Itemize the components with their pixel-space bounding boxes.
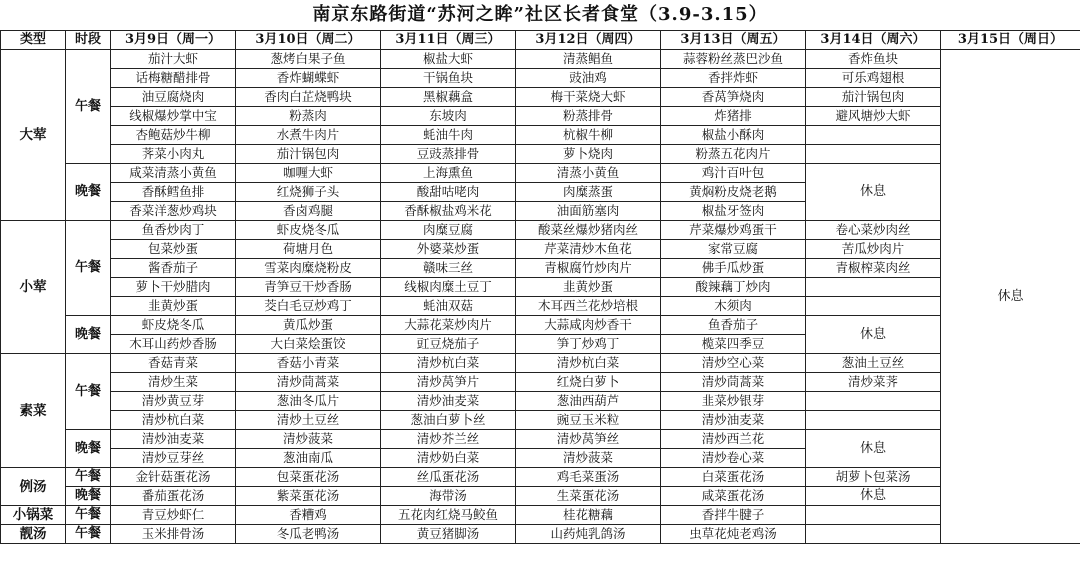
table-row [1, 164, 1080, 183]
dish-cell: 山药炖乳鸽汤 [516, 525, 661, 544]
header-type: 类型 [1, 31, 66, 50]
saturday-rest: 休息 [806, 487, 941, 506]
dish-cell: 香肉白芷烧鸭块 [236, 88, 381, 107]
dish-cell [806, 126, 941, 145]
dish-cell [806, 278, 941, 297]
dish-cell: 清炒西兰花 [661, 430, 806, 449]
dish-cell: 红烧白萝卜 [516, 373, 661, 392]
dish-cell: 清炒油麦菜 [661, 411, 806, 430]
category-liangtang: 靓汤 [1, 525, 66, 544]
table-row [1, 259, 1080, 278]
category-xiaohun: 小荤 [1, 221, 66, 354]
dish-cell: 茄汁锅包肉 [236, 145, 381, 164]
dish-cell: 酸甜咕咾肉 [381, 183, 516, 202]
dish-cell: 萝卜干炒腊肉 [111, 278, 236, 297]
empty-cell [806, 506, 941, 525]
dish-cell: 青椒榨菜肉丝 [806, 259, 941, 278]
dish-cell: 避风塘炒大虾 [806, 107, 941, 126]
dish-cell: 赣味三丝 [381, 259, 516, 278]
dish-cell: 肉糜豆腐 [381, 221, 516, 240]
dish-cell: 清炒莴笋丝 [516, 430, 661, 449]
page-title: 南京东路街道“苏河之眸”社区长者食堂（3.9-3.15） [312, 4, 768, 25]
dish-cell: 粉蒸排骨 [516, 107, 661, 126]
dish-cell: 包菜炒蛋 [111, 240, 236, 259]
dish-cell: 炸猪排 [661, 107, 806, 126]
dish-cell [806, 411, 941, 430]
dish-cell: 酱香茄子 [111, 259, 236, 278]
dish-cell: 椒盐牙签肉 [661, 202, 806, 221]
dish-cell: 清炒杭白菜 [111, 411, 236, 430]
dish-cell: 苦瓜炒肉片 [806, 240, 941, 259]
dish-cell [806, 145, 941, 164]
dish-cell: 韭菜炒银芽 [661, 392, 806, 411]
category-dahun: 大荤 [1, 50, 66, 221]
dish-cell: 荷塘月色 [236, 240, 381, 259]
dish-cell: 香酥鳕鱼排 [111, 183, 236, 202]
dish-cell: 青椒腐竹炒肉片 [516, 259, 661, 278]
dish-cell: 水煮牛肉片 [236, 126, 381, 145]
dish-cell: 雪菜肉糜烧粉皮 [236, 259, 381, 278]
table-row [1, 392, 1080, 411]
header-period: 时段 [66, 31, 111, 50]
dish-cell: 梅干菜烧大虾 [516, 88, 661, 107]
sunday-rest: 休息 [941, 50, 1080, 544]
table-row [1, 411, 1080, 430]
dish-cell: 蚝油牛肉 [381, 126, 516, 145]
dish-cell: 葱油冬瓜片 [236, 392, 381, 411]
meal-dinner: 晚餐 [66, 430, 111, 468]
dish-cell: 木耳山药炒香肠 [111, 335, 236, 354]
table-row [1, 468, 1080, 487]
dish-cell: 茄汁锅包肉 [806, 88, 941, 107]
dish-cell: 清炒奶白菜 [381, 449, 516, 468]
meal-lunch: 午餐 [66, 525, 111, 544]
dish-cell: 葱油西葫芦 [516, 392, 661, 411]
dish-cell: 上海熏鱼 [381, 164, 516, 183]
dish-cell: 咸菜清蒸小黄鱼 [111, 164, 236, 183]
dish-cell: 五花肉红烧马鲛鱼 [381, 506, 516, 525]
meal-lunch: 午餐 [66, 354, 111, 430]
dish-cell: 韭黄炒蛋 [516, 278, 661, 297]
dish-cell [806, 297, 941, 316]
table-row [1, 50, 1080, 69]
dish-cell: 芹菜爆炒鸡蛋干 [661, 221, 806, 240]
dish-cell: 紫菜蛋花汤 [236, 487, 381, 506]
dish-cell: 海带汤 [381, 487, 516, 506]
dish-cell: 香菜洋葱炒鸡块 [111, 202, 236, 221]
dish-cell: 家常豆腐 [661, 240, 806, 259]
dish-cell: 可乐鸡翅根 [806, 69, 941, 88]
dish-cell: 虾皮烧冬瓜 [236, 221, 381, 240]
category-litang: 例汤 [1, 468, 66, 506]
dish-cell: 蚝油双菇 [381, 297, 516, 316]
header-day-sun: 3月15日（周日） [941, 31, 1080, 50]
dish-cell: 香糟鸡 [236, 506, 381, 525]
dish-cell: 茭白毛豆炒鸡丁 [236, 297, 381, 316]
dish-cell: 清蒸小黄鱼 [516, 164, 661, 183]
dish-cell: 杭椒牛柳 [516, 126, 661, 145]
dish-cell: 豇豆烧茄子 [381, 335, 516, 354]
dish-cell: 黄焖粉皮烧老鹅 [661, 183, 806, 202]
dish-cell: 黄瓜炒蛋 [236, 316, 381, 335]
dish-cell: 清炒芥兰丝 [381, 430, 516, 449]
dish-cell: 清炒豆芽丝 [111, 449, 236, 468]
meal-lunch: 午餐 [66, 221, 111, 316]
header-day-wed: 3月11日（周三） [381, 31, 516, 50]
meal-dinner: 晚餐 [66, 487, 111, 506]
dish-cell: 清炒黄豆芽 [111, 392, 236, 411]
header-day-mon: 3月9日（周一） [111, 31, 236, 50]
dish-cell: 线椒爆炒掌中宝 [111, 107, 236, 126]
header-day-fri: 3月13日（周五） [661, 31, 806, 50]
dish-cell: 咸菜蛋花汤 [661, 487, 806, 506]
meal-dinner: 晚餐 [66, 164, 111, 221]
table-row [1, 506, 1080, 525]
dish-cell: 荠菜小肉丸 [111, 145, 236, 164]
dish-cell: 红烧狮子头 [236, 183, 381, 202]
dish-cell: 鸡毛菜蛋汤 [516, 468, 661, 487]
saturday-rest: 休息 [806, 430, 941, 468]
dish-cell: 虫草花炖老鸡汤 [661, 525, 806, 544]
dish-cell: 冬瓜老鸭汤 [236, 525, 381, 544]
dish-cell: 豌豆玉米粒 [516, 411, 661, 430]
table-row [1, 69, 1080, 88]
dish-cell: 东坡肉 [381, 107, 516, 126]
dish-cell: 桂花糖藕 [516, 506, 661, 525]
table-row [1, 430, 1080, 449]
dish-cell: 卷心菜炒肉丝 [806, 221, 941, 240]
dish-cell: 青笋豆干炒香肠 [236, 278, 381, 297]
dish-cell: 清炒卷心菜 [661, 449, 806, 468]
dish-cell: 清炒生菜 [111, 373, 236, 392]
dish-cell: 豉油鸡 [516, 69, 661, 88]
dish-cell: 韭黄炒蛋 [111, 297, 236, 316]
dish-cell: 粉蒸肉 [236, 107, 381, 126]
dish-cell: 清炒菠菜 [516, 449, 661, 468]
dish-cell: 肉糜蒸蛋 [516, 183, 661, 202]
dish-cell: 蒜蓉粉丝蒸巴沙鱼 [661, 50, 806, 69]
dish-cell: 大白菜烩蛋饺 [236, 335, 381, 354]
table-row [1, 221, 1080, 240]
dish-cell: 金针菇蛋花汤 [111, 468, 236, 487]
table-row [1, 240, 1080, 259]
dish-cell: 线椒肉糜土豆丁 [381, 278, 516, 297]
dish-cell: 清炒杭白菜 [516, 354, 661, 373]
table-row [1, 316, 1080, 335]
dish-cell: 胡萝卜包菜汤 [806, 468, 941, 487]
dish-cell: 香酥椒盐鸡米花 [381, 202, 516, 221]
dish-cell: 芹菜清炒木鱼花 [516, 240, 661, 259]
dish-cell: 清炒油麦菜 [111, 430, 236, 449]
dish-cell: 话梅糖醋排骨 [111, 69, 236, 88]
dish-cell: 葱油南瓜 [236, 449, 381, 468]
dish-cell: 清炒油麦菜 [381, 392, 516, 411]
dish-cell: 包菜蛋花汤 [236, 468, 381, 487]
table-row [1, 354, 1080, 373]
dish-cell: 清炒空心菜 [661, 354, 806, 373]
dish-cell: 清炒莴笋片 [381, 373, 516, 392]
dish-cell: 香莴笋烧肉 [661, 88, 806, 107]
dish-cell: 粉蒸五花肉片 [661, 145, 806, 164]
dish-cell: 黄豆猪脚汤 [381, 525, 516, 544]
dish-cell: 油面筋塞肉 [516, 202, 661, 221]
meal-lunch: 午餐 [66, 50, 111, 164]
menu-table [0, 30, 1080, 544]
dish-cell: 香卤鸡腿 [236, 202, 381, 221]
dish-cell [806, 392, 941, 411]
dish-cell: 木耳西兰花炒培根 [516, 297, 661, 316]
dish-cell: 茄汁大虾 [111, 50, 236, 69]
dish-cell: 油豆腐烧肉 [111, 88, 236, 107]
dish-cell: 清炒菜荠 [806, 373, 941, 392]
dish-cell: 木须肉 [661, 297, 806, 316]
table-row [1, 525, 1080, 544]
dish-cell: 清炒菠菜 [236, 430, 381, 449]
dish-cell: 虾皮烧冬瓜 [111, 316, 236, 335]
dish-cell: 清炒土豆丝 [236, 411, 381, 430]
dish-cell: 酸菜丝爆炒猪肉丝 [516, 221, 661, 240]
dish-cell: 生菜蛋花汤 [516, 487, 661, 506]
saturday-rest: 休息 [806, 164, 941, 221]
dish-cell: 清炒茼蒿菜 [661, 373, 806, 392]
dish-cell: 清蒸鲳鱼 [516, 50, 661, 69]
dish-cell: 香拌牛腱子 [661, 506, 806, 525]
table-row [1, 278, 1080, 297]
dish-cell: 清炒杭白菜 [381, 354, 516, 373]
dish-cell: 香菇青菜 [111, 354, 236, 373]
header-row [1, 31, 1080, 50]
dish-cell: 葱油土豆丝 [806, 354, 941, 373]
table-row [1, 145, 1080, 164]
dish-cell: 鱼香茄子 [661, 316, 806, 335]
table-row [1, 126, 1080, 145]
dish-cell: 葱烤白果子鱼 [236, 50, 381, 69]
table-row [1, 107, 1080, 126]
dish-cell: 玉米排骨汤 [111, 525, 236, 544]
empty-cell [806, 525, 941, 544]
table-row [1, 297, 1080, 316]
dish-cell: 黑椒藕盒 [381, 88, 516, 107]
table-row [1, 487, 1080, 506]
dish-cell: 清炒茼蒿菜 [236, 373, 381, 392]
dish-cell: 青豆炒虾仁 [111, 506, 236, 525]
category-xiaoguocai: 小锅菜 [1, 506, 66, 525]
dish-cell: 白菜蛋花汤 [661, 468, 806, 487]
dish-cell: 香拌炸虾 [661, 69, 806, 88]
dish-cell: 外婆菜炒蛋 [381, 240, 516, 259]
saturday-rest: 休息 [806, 316, 941, 354]
dish-cell: 咖喱大虾 [236, 164, 381, 183]
dish-cell: 香炸鱼块 [806, 50, 941, 69]
dish-cell: 丝瓜蛋花汤 [381, 468, 516, 487]
category-sucai: 素菜 [1, 354, 66, 468]
meal-lunch: 午餐 [66, 468, 111, 487]
header-day-thu: 3月12日（周四） [516, 31, 661, 50]
dish-cell: 萝卜烧肉 [516, 145, 661, 164]
dish-cell: 大蒜花菜炒肉片 [381, 316, 516, 335]
dish-cell: 香菇小青菜 [236, 354, 381, 373]
header-day-tue: 3月10日（周二） [236, 31, 381, 50]
dish-cell: 大蒜咸肉炒香干 [516, 316, 661, 335]
dish-cell: 香炸蝴蝶虾 [236, 69, 381, 88]
dish-cell: 酸辣藕丁炒肉 [661, 278, 806, 297]
dish-cell: 鱼香炒肉丁 [111, 221, 236, 240]
dish-cell: 豆豉蒸排骨 [381, 145, 516, 164]
dish-cell: 葱油白萝卜丝 [381, 411, 516, 430]
dish-cell: 笋丁炒鸡丁 [516, 335, 661, 354]
meal-dinner: 晚餐 [66, 316, 111, 354]
header-day-sat: 3月14日（周六） [806, 31, 941, 50]
table-row [1, 88, 1080, 107]
table-row [1, 373, 1080, 392]
dish-cell: 番茄蛋花汤 [111, 487, 236, 506]
dish-cell: 椒盐小酥肉 [661, 126, 806, 145]
meal-lunch: 午餐 [66, 506, 111, 525]
dish-cell: 鸡汁百叶包 [661, 164, 806, 183]
dish-cell: 杏鲍菇炒牛柳 [111, 126, 236, 145]
dish-cell: 佛手瓜炒蛋 [661, 259, 806, 278]
dish-cell: 椒盐大虾 [381, 50, 516, 69]
dish-cell: 干锅鱼块 [381, 69, 516, 88]
dish-cell: 榄菜四季豆 [661, 335, 806, 354]
